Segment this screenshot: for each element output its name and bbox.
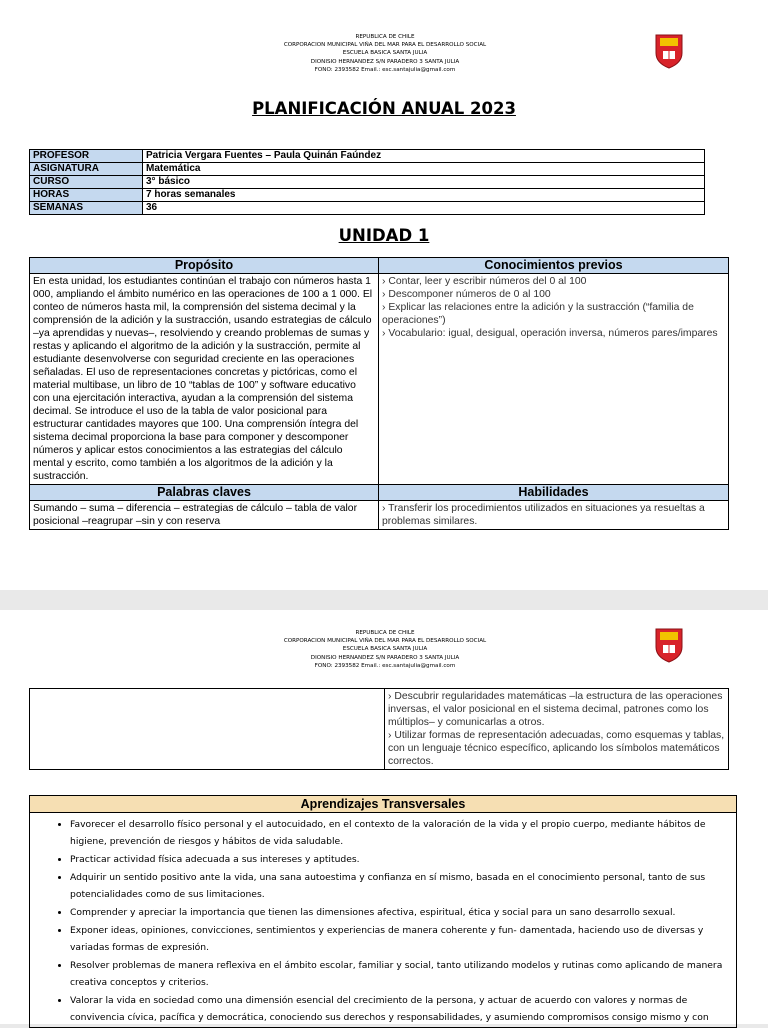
empty-cell <box>30 689 385 770</box>
table-row <box>30 163 705 176</box>
school-header <box>230 33 540 74</box>
header-line: REPUBLICA DE CHILE <box>355 34 415 40</box>
list-item: › Descubrir regularidades matemáticas –la estructura de las operaciones inversas, el valor posicional en el sistema decimal, patrones como los múltiplos– y comunicarlas a otros. <box>388 691 723 728</box>
info-value: Patricia Vergara Fuentes – Paula Quinán Faúndez <box>143 150 705 163</box>
list-item: › Explicar las relaciones entre la adición y la sustracción (“familia de operaciones”) <box>382 302 694 326</box>
habilidades-text: › Transferir los procedimientos utilizados en situaciones ya resueltas a problemas similares. <box>379 501 729 530</box>
list-item: • Favorecer el desarrollo físico personal y el autocuidado, en el contexto de la valoración de la vida y el propio cuerpo, mediante hábitos de higiene, prevención de riesgos y hábitos de vida saludable. <box>70 816 728 850</box>
school-shield-icon <box>654 627 684 663</box>
list-item: › Descomponer números de 0 al 100 <box>382 289 551 300</box>
info-label: CURSO <box>30 176 143 189</box>
habilidades-header: Habilidades <box>379 485 729 501</box>
header-line: ESCUELA BASICA SANTA JULIA <box>342 50 428 57</box>
list-item: • Practicar actividad física adecuada a sus intereses y aptitudes. <box>70 851 728 868</box>
unit-table <box>29 257 729 530</box>
list-item: › Vocabulario: igual, desigual, operación inversa, números pares/impares <box>382 328 718 339</box>
header-line: CORPORACION MUNICIPAL VIÑA DEL MAR PARA EL DESARROLLO SOCIAL <box>283 42 487 49</box>
table-row <box>30 258 729 274</box>
unit-table-continued <box>29 688 729 770</box>
page-2 <box>0 610 768 1024</box>
table-row <box>30 176 705 189</box>
transversales-box <box>29 795 737 1028</box>
proposito-header: Propósito <box>30 258 379 274</box>
list-item: › Contar, leer y escribir números del 0 al 100 <box>382 276 587 287</box>
list-item: • Valorar la vida en sociedad como una dimensión esencial del crecimiento de la persona, y actuar de acuerdo con valores y normas de convivencia cívica, pacífica y democrática, conociendo sus derechos y responsabilidades, y asumiendo compromisos consigo mismo y con <box>70 992 728 1026</box>
palabras-header: Palabras claves <box>30 485 379 501</box>
table-row <box>30 689 729 770</box>
info-table <box>29 149 705 215</box>
table-row <box>30 150 705 163</box>
habilidades-list <box>385 689 729 770</box>
conocimientos-header: Conocimientos previos <box>379 258 729 274</box>
header-line: FONO: 2393582 Email.: esc.santajulia@gmail.com <box>314 662 456 669</box>
header-line: CORPORACION MUNICIPAL VIÑA DEL MAR PARA EL DESARROLLO SOCIAL <box>283 638 487 645</box>
info-value: 3° básico <box>143 176 705 189</box>
transversales-title: Aprendizajes Transversales <box>30 796 736 813</box>
header-line: DIONISIO HERNANDEZ S/N PARADERO 3 SANTA JULIA <box>310 58 460 65</box>
info-value: 7 horas semanales <box>143 189 705 202</box>
school-header <box>230 629 540 670</box>
conocimientos-list <box>379 274 729 485</box>
proposito-text: En esta unidad, los estudiantes continúan el trabajo con números hasta 1 000, ampliando el ámbito numérico en las operaciones de 100 a 1 000. El conteo de números hasta mil, la comprensión del sistema decimal y la comprensión de la adición y la sustracción, usando estrategias de cálculo –ya aprendidas y nuevas–, resolviendo y creando problemas de sumas y restas y aplicando el algoritmo de la adición y la sustracción, permite al estudiante desenvolverse con seguridad creciente en las operaciones señaladas. El uso de representaciones concretas y pictóricas, como el material multibase, un libro de 10 “tablas de 100” y software educativo con una ejercitación interactiva, ayudan a la comprensión del sistema decimal. Se introduce el uso de la tabla de valor posicional para estructurar cantidades mayores que 100. Una comprensión íntegra del sistema decimal proporciona la base para componer y descomponer números y aplicar estos conocimientos a las estrategias del cálculo mental y escrito, como también a los algoritmos de la adición y la sustracción. <box>30 274 379 485</box>
table-row <box>30 501 729 530</box>
list-item: • Adquirir un sentido positivo ante la vida, una sana autoestima y confianza en sí mismo, basada en el conocimiento personal, tanto de sus potencialidades como de sus limitaciones. <box>70 869 728 903</box>
page-title: PLANIFICACIÓN ANUAL 2023 <box>252 99 516 118</box>
school-shield-icon <box>654 33 684 69</box>
table-row <box>30 202 705 215</box>
header-line: REPUBLICA DE CHILE <box>355 630 415 636</box>
header-line: ESCUELA BASICA SANTA JULIA <box>342 646 428 653</box>
table-row <box>30 485 729 501</box>
list-item: • Exponer ideas, opiniones, convicciones, sentimientos y experiencias de manera coherente y fun- damentada, haciendo uso de diversas y variadas formas de expresión. <box>70 922 728 956</box>
info-label: SEMANAS <box>30 202 143 215</box>
info-label: ASIGNATURA <box>30 163 143 176</box>
table-row <box>30 189 705 202</box>
table-row <box>30 274 729 485</box>
info-label: HORAS <box>30 189 143 202</box>
list-item: • Comprender y apreciar la importancia que tienen las dimensiones afectiva, espiritual, ética y social para un sano desarrollo sexual. <box>70 904 728 921</box>
info-value: 36 <box>143 202 705 215</box>
unit-title: UNIDAD 1 <box>338 226 430 245</box>
header-line: DIONISIO HERNANDEZ S/N PARADERO 3 SANTA JULIA <box>310 654 460 661</box>
palabras-text: Sumando – suma – diferencia – estrategias de cálculo – tabla de valor posicional –reagrupar –sin y con reserva <box>30 501 379 530</box>
info-value: Matemática <box>143 163 705 176</box>
transversales-list <box>30 813 736 1026</box>
info-label: PROFESOR <box>30 150 143 163</box>
list-item: › Utilizar formas de representación adecuadas, como esquemas y tablas, con un lenguaje técnico específico, aplicando los símbolos matemáticos correctos. <box>388 730 725 767</box>
list-item: • Resolver problemas de manera reflexiva en el ámbito escolar, familiar y social, tanto utilizando modelos y rutinas como aplicando de manera creativa conceptos y criterios. <box>70 957 728 991</box>
header-line: FONO: 2393582 Email.: esc.santajulia@gmail.com <box>314 66 456 73</box>
